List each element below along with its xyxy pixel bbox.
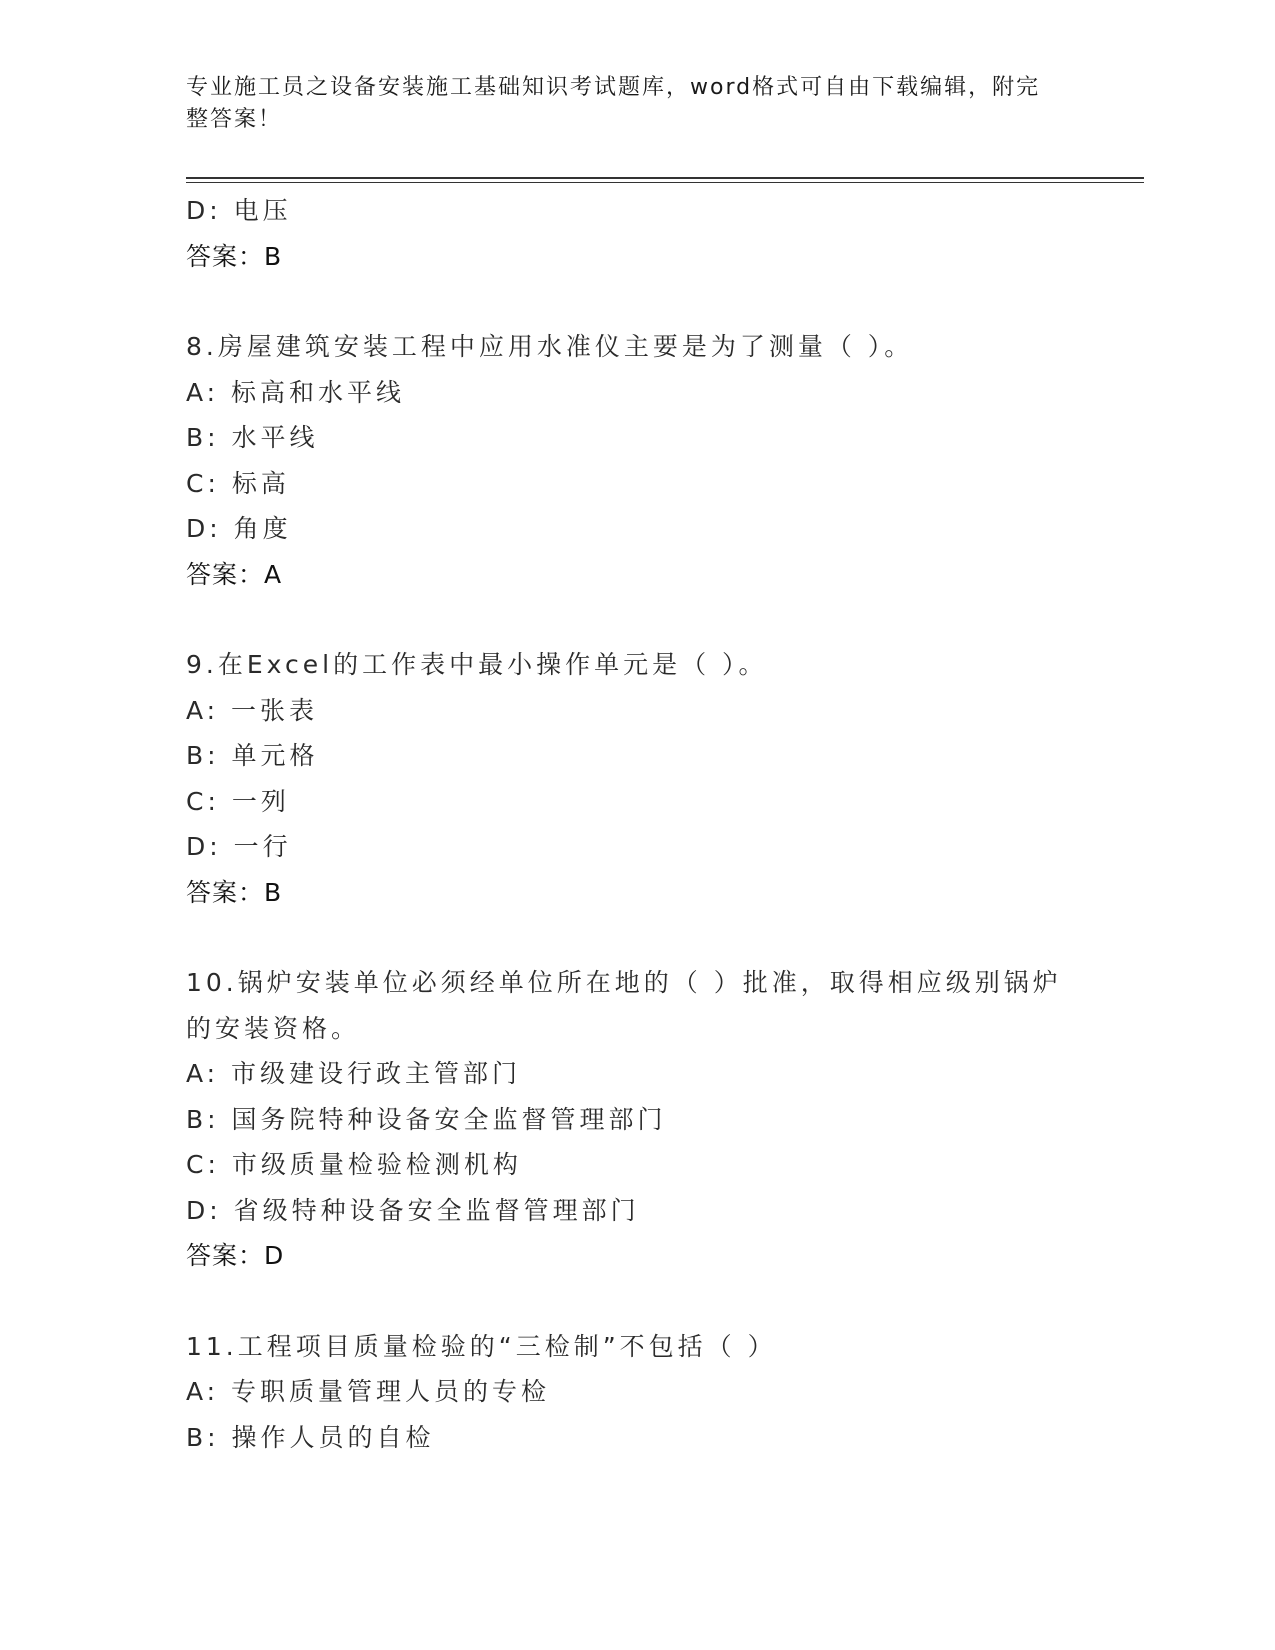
question-list <box>186 188 1086 1460</box>
option-a: A: 专职质量管理人员的专检 <box>186 1377 551 1406</box>
document-header <box>186 72 1066 136</box>
question-title: 9.在Excel的工作表中最小操作单元是（ ）。 <box>186 650 768 679</box>
question-8 <box>186 324 1086 597</box>
question-11 <box>186 1324 1086 1461</box>
option-c: C: 一列 <box>186 786 290 816</box>
header-title-line-1: 专业施工员之设备安装施工基础知识考试题库，word格式可自由下载编辑，附完 <box>186 75 1041 100</box>
header-divider-thin <box>186 182 1144 183</box>
spacer <box>186 915 1086 960</box>
option-a: A: 市级建设行政主管部门 <box>186 1059 522 1088</box>
question-7-tail <box>186 188 1086 279</box>
question-title-line-2: 的安装资格。 <box>186 1013 361 1043</box>
option-b: B: 操作人员的自检 <box>186 1422 435 1452</box>
option-b: B: 水平线 <box>186 423 319 452</box>
option-d: D: 角度 <box>186 514 292 543</box>
answer: 答案：D <box>186 1241 285 1270</box>
question-10 <box>186 960 1086 1279</box>
spacer <box>186 1279 1086 1324</box>
spacer <box>186 597 1086 642</box>
option-a: A: 标高和水平线 <box>186 377 406 407</box>
option-b: B: 单元格 <box>186 741 319 770</box>
option-d: D: 省级特种设备安全监督管理部门 <box>186 1195 640 1225</box>
header-divider-thick <box>186 177 1144 179</box>
answer: 答案：A <box>186 559 283 589</box>
question-title: 11.工程项目质量检验的“三检制”不包括（ ） <box>186 1331 777 1361</box>
question-title-line-1: 10.锅炉安装单位必须经单位所在地的（ ）批准，取得相应级别锅炉 <box>186 968 1062 997</box>
header-title-line-2: 整答案！ <box>186 107 283 132</box>
option-a: A: 一张表 <box>186 695 319 725</box>
option-d: D: 电压 <box>186 196 292 225</box>
answer: 答案：B <box>186 241 283 271</box>
answer: 答案：B <box>186 877 283 907</box>
spacer <box>186 279 1086 324</box>
option-c: C: 市级质量检验检测机构 <box>186 1150 522 1179</box>
question-9 <box>186 642 1086 915</box>
option-d: D: 一行 <box>186 832 292 861</box>
option-c: C: 标高 <box>186 468 290 498</box>
question-title: 8.房屋建筑安装工程中应用水准仪主要是为了测量（ ）。 <box>186 332 914 361</box>
option-b: B: 国务院特种设备安全监督管理部门 <box>186 1104 667 1134</box>
